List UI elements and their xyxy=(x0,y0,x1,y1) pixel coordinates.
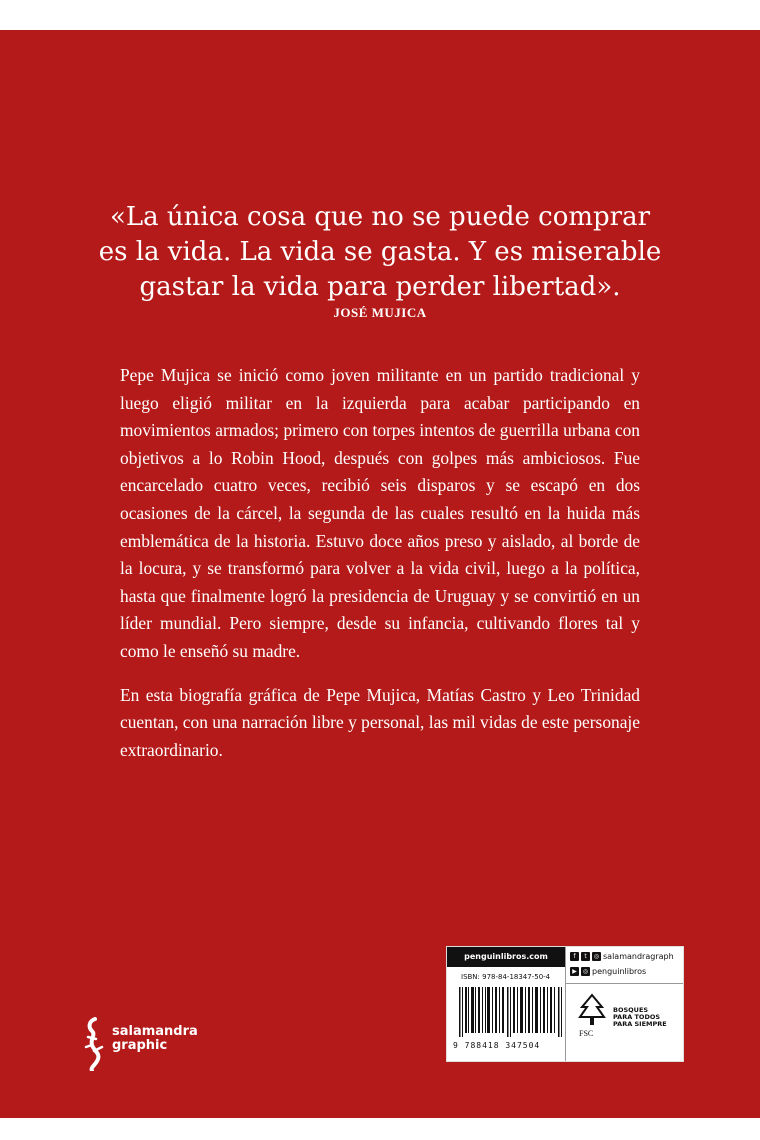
blurb-paragraph: En esta biografía gráfica de Pepe Mujica, Matías Castro y Leo Trinidad cuentan, con una narración libre y personal, las mil vidas de este personaje extraordinario. xyxy=(120,684,640,760)
instagram-icon: ◎ xyxy=(593,953,600,960)
quote-line: «La única cosa que no se puede comprar xyxy=(109,202,651,232)
quote-line: gastar la vida para perder libertad». xyxy=(139,272,621,302)
facebook-icon: f xyxy=(570,952,579,961)
fsc-slogan xyxy=(613,1007,667,1028)
social-handle: salamandragraph xyxy=(603,952,674,961)
publisher-logo xyxy=(82,1015,212,1075)
barcode-icon xyxy=(459,987,563,1037)
salamander-icon xyxy=(82,1017,108,1071)
instagram-icon: ◎ xyxy=(582,968,589,975)
fsc-label: FSC xyxy=(579,1029,594,1038)
twitter-icon: t xyxy=(581,952,590,961)
fsc-line: PARA TODOS xyxy=(613,1013,661,1021)
tree-icon xyxy=(577,993,607,1027)
social-handle: penguinlibros xyxy=(592,967,647,976)
fsc-line: BOSQUES xyxy=(613,1006,649,1014)
barcode-panel xyxy=(446,946,684,1062)
social-row xyxy=(570,967,646,976)
fsc-line: PARA SIEMPRE xyxy=(613,1020,667,1028)
blurb xyxy=(120,362,640,780)
blurb-paragraph: Pepe Mujica se inició como joven militante en un partido tradicional y luego eligió militar en la izquierda para acabar participando en movimientos armados; primero con torpes intentos de guerrilla urbana con objetivos a lo Robin Hood, después con golpes más ambiciosos. Fue encarcelado cuatro veces, recibió seis disparos y se escapó en dos ocasiones de la cárcel, la segunda de las cuales resultó en la huida más emblemática de la historia. Estuvo doce años preso y aislado, al borde de la locura, y se transformó para volver a la vida civil, luego a la política, hasta que finalmente logró la presidencia de Uruguay y se convirtió en un líder mundial. Pero siempre, desde su infancia, cultivando flores tal y como le enseñó su madre. xyxy=(120,365,640,661)
youtube-icon: ▶ xyxy=(570,967,579,976)
quote-author: JOSÉ MUJICA xyxy=(333,305,427,320)
fsc-logo xyxy=(575,993,675,1053)
isbn-text: ISBN: 978-84-18347-50-4 xyxy=(461,973,551,981)
quote-line: es la vida. La vida se gasta. Y es miserable xyxy=(98,237,662,267)
publisher-line: graphic xyxy=(112,1038,168,1053)
publisher-line: salamandra xyxy=(112,1024,198,1039)
publisher-website: penguinlibros.com xyxy=(447,947,565,967)
barcode-digits: 9 788418 347504 xyxy=(453,1041,541,1050)
quote xyxy=(0,200,760,305)
divider xyxy=(565,983,683,984)
publisher-name xyxy=(112,1025,198,1053)
social-row xyxy=(570,952,674,961)
divider xyxy=(565,947,566,1061)
